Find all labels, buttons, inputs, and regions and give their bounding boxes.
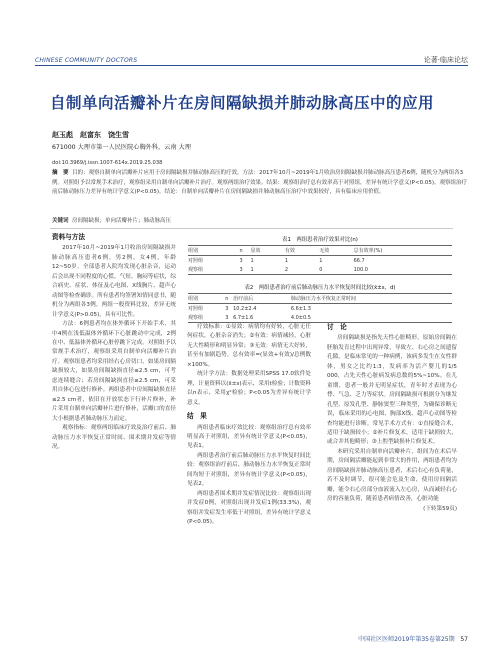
table-header-cell: 组别 [188,294,225,304]
paragraph: 2017年10月~2019年1月收治房间隔缺损并肺动脉高压患者6例，男2例，女4例，年龄12~50岁。全部患者入院均发现心脏杂音，运动后会出现不同程度的心慌、气短、胸闷等症状，综合病史、症状、体征及心电图、X线胸片、超声心动图等检查确诊。所有患者均签署知情同意书，随机分为两组各3例。两组一般资料比较，差异无统计学意义(P>0.05)，具有可比性。 [52,245,176,318]
table-cell: 0 [319,265,353,275]
table-row [188,313,452,323]
article-doi: doi:10.3969/j.issn.1007-614x.2019.25.038 [52,160,163,166]
table-cell: 66.7 [353,257,365,264]
table-header-cell: 有效 [285,246,319,256]
paragraph: 本研究采用自制单向活瓣补片，组间为在术后早期，房间隔活瓣能起到非常大的作用，两组患者均为房间隔缺损并肺动脉高压患者，术后右心有负荷量，若不及时调节，很可能会危及生命，使用房间隔活瓣，能令右心房部分血液流入左心房，从而减轻右心房的容量负荷，随着患者病情改善，心脏功能 [327,448,457,503]
table-cell: 6.6±1.3 [290,305,311,312]
table-cell: 1 [284,257,289,264]
paragraph: 观察指标：观察两组临床疗效及治疗前后、肺动脉压力水平恢复正常时间、围术期并发症等情况。 [52,425,176,450]
table-1 [188,235,452,275]
keywords [52,216,472,224]
article-authors: 赵玉彪 赵富东 饶生雪 [52,131,129,139]
footer-journal: 中国社区医师2019年第35卷第25期 [358,636,455,643]
section-heading-results: 结 果 [187,412,207,421]
paragraph: 两组患者治疗前后肺动脉压力水平恢复时间比较：观察组治疗前后、肺动脉压力水平恢复正常时间均短于对照组，差异有统计学意义(P<0.05)，见表2。 [187,452,311,488]
abstract-label: 摘 要 [52,170,69,176]
table-cell: 3 [240,265,251,275]
table-2 [188,283,452,323]
paragraph: 房间隔缺损是指先天性心脏畸形，原始房间隔在胚胎发育过程中出现异常，导致左、右心房之间遗留孔隙，是临床常见的一种病例，该病多发生在女性群体，男女之比约1:3，发病率为活产婴儿的1/5 000，占先天性心脏病发病总数的5%~10%。在儿童期，患者一般并无明显症状，青年时才表现为心悸、气急、乏力等症状。房间隔缺损可根据分为继发孔型、原发孔型、静脉窦型三种类型，为确保诊断无误，临床采用的心电图、胸部X线、超声心动图等检查均能进行诊断。常见手术方式有：①直接缝合术，适用于缺损较小；②补片修复术，适用于缺损较大，或合并其他畸形；③上腔型缺损补片修复术。 [327,335,457,446]
table-header-cell: n [225,294,233,304]
column-1 [52,233,176,452]
table-cell: 1 [250,257,254,264]
table-header-cell: n [240,246,251,256]
column-2 [187,323,311,528]
article-title: 自制单向活瓣补片在房间隔缺损并肺动脉高压中的应用 [50,93,435,112]
table-header-cell: 组别 [188,246,240,256]
keywords-label: 关键词 [52,218,69,224]
article-affiliation: 671000 大理市第一人民医院心胸外科，云南 大理 [52,144,191,151]
table-2-caption: 表2 两组患者治疗前后肺动脉压力水平恢复时间比较(x̄±s，d) [244,285,396,291]
table-cell: 1 [250,265,284,275]
table-row [188,256,452,266]
paragraph: 两组患者围术期并发症情况比较：观察组出现并发症0例，对照组出现并发症1例(33.3%)，观察组并发症发生率低于对照组，差异有统计学意义(P<0.05)。 [187,490,311,526]
table-header-cell: 治疗前后 [233,294,291,304]
keywords-text: 房间隔缺损；单向活瓣补片；肺动脉高压 [72,218,172,224]
table-cell: 观察组 [188,313,225,323]
abstract [52,169,472,198]
table-header-cell: 总有效率(%) [354,246,452,256]
paragraph: 疗效标准：①显效：病情均有好转，心脏无任何症状，心脏杂音消失；②有效：病情减轻，心脏无大性畸形和明显异常；③无效：病情无大好转，甚至有加剧趋势。总有效率=(显效+有效)/总例数×100%。 [187,324,311,368]
table-cell: 对照组 [188,258,204,264]
table-header-cell: 无效 [319,246,353,256]
journal-english-name: CHINESE COMMUNITY DOCTORS [35,57,138,64]
table-row [188,265,452,275]
header-divider [35,65,468,66]
table-cell: 1 [319,257,323,264]
table-cell: 3 [225,305,229,312]
paragraph: 统计学方法：数据处理采用SPSS 17.0软件处理，计量资料以(x̄±s)表示，采用t检验；计数资料以n表示，采用χ²检验；P<0.05为差异有统计学意义。 [187,371,311,406]
abstract-divider [50,228,453,229]
table-cell: 100.0 [354,265,452,275]
table-header-cell: 肺动脉压力水平恢复正常时间 [291,294,452,304]
page-number: 57 [460,636,468,643]
table-1-caption: 表1 两组患者治疗效果对比(n) [282,237,358,243]
table-cell: 2 [285,265,319,275]
table-cell: 10.2±2.4 [233,305,257,312]
column-3 [327,323,457,514]
table-row [188,304,452,314]
section-heading-discussion: 讨 论 [327,323,347,331]
table-cell: 对照组 [188,306,204,312]
table-header-row [188,294,452,304]
table-header-cell: 显效 [250,246,284,256]
column-label: 论著·临床论坛 [423,56,468,64]
paragraph: 方法：6例患者均在体外循环下开始手术，其中4例在浅低温体外循环下心脏跳动中完成，2例在中、低温体外循环心脏停跳下完成。对照组予以常规手术治疗，观察组采用自制单向活瓣补片治疗。观察组患者均采用经右心房切口，如果房间隔缺损较大，如果房间隔缺损直径≤2.5 cm，可考虑连续缝合；若房间隔缺损直径≥2.5 cm，可采用自体心包进行修补。两组患者中房间隔缺损直径≤2.5 cm者，依旧在开放状态下行补片修补，补片采用自制单向活瓣补片进行修补，活瓣口的直径大小根据患者肺动脉压力而定。 [52,321,176,422]
abstract-text: 目的：观察自制单向活瓣补片应用于房间隔缺损并肺动脉高压的疗效。方法：2017年10月~2019年1月收治房间隔缺损并肺动脉高压患者6例，随机分为两组各3例。对照组予以常规手术治疗，观察组采用自制单向活瓣补片治疗。观察两组治疗效果。结果：观察组治疗总有效率高于对照组，差异有统计学意义(P<0.05)。观察组治疗前后肺动脉压力差异有统计学意义(P<0.05)。结论：自制单向活瓣补片在房间隔缺损并肺动脉高压治疗中效果较好，具有临床应用价值。 [52,170,467,195]
paragraph: 两组患者临床疗效比较：观察组治疗总有效率明显高于对照组，差异有统计学意义(P<0.05)，见表1。 [187,424,311,450]
page-footer [358,634,468,643]
table-cell: 6.7±1.6 [233,313,291,323]
table-cell: 4.0±0.5 [291,313,452,323]
table-cell: 观察组 [188,265,240,275]
table-header-row [188,246,452,256]
table-cell: 3 [239,257,243,264]
table-cell: 3 [225,313,233,323]
continued-note: (下转第59页) [423,505,457,512]
section-heading-methods: 资料与方法 [52,233,85,241]
